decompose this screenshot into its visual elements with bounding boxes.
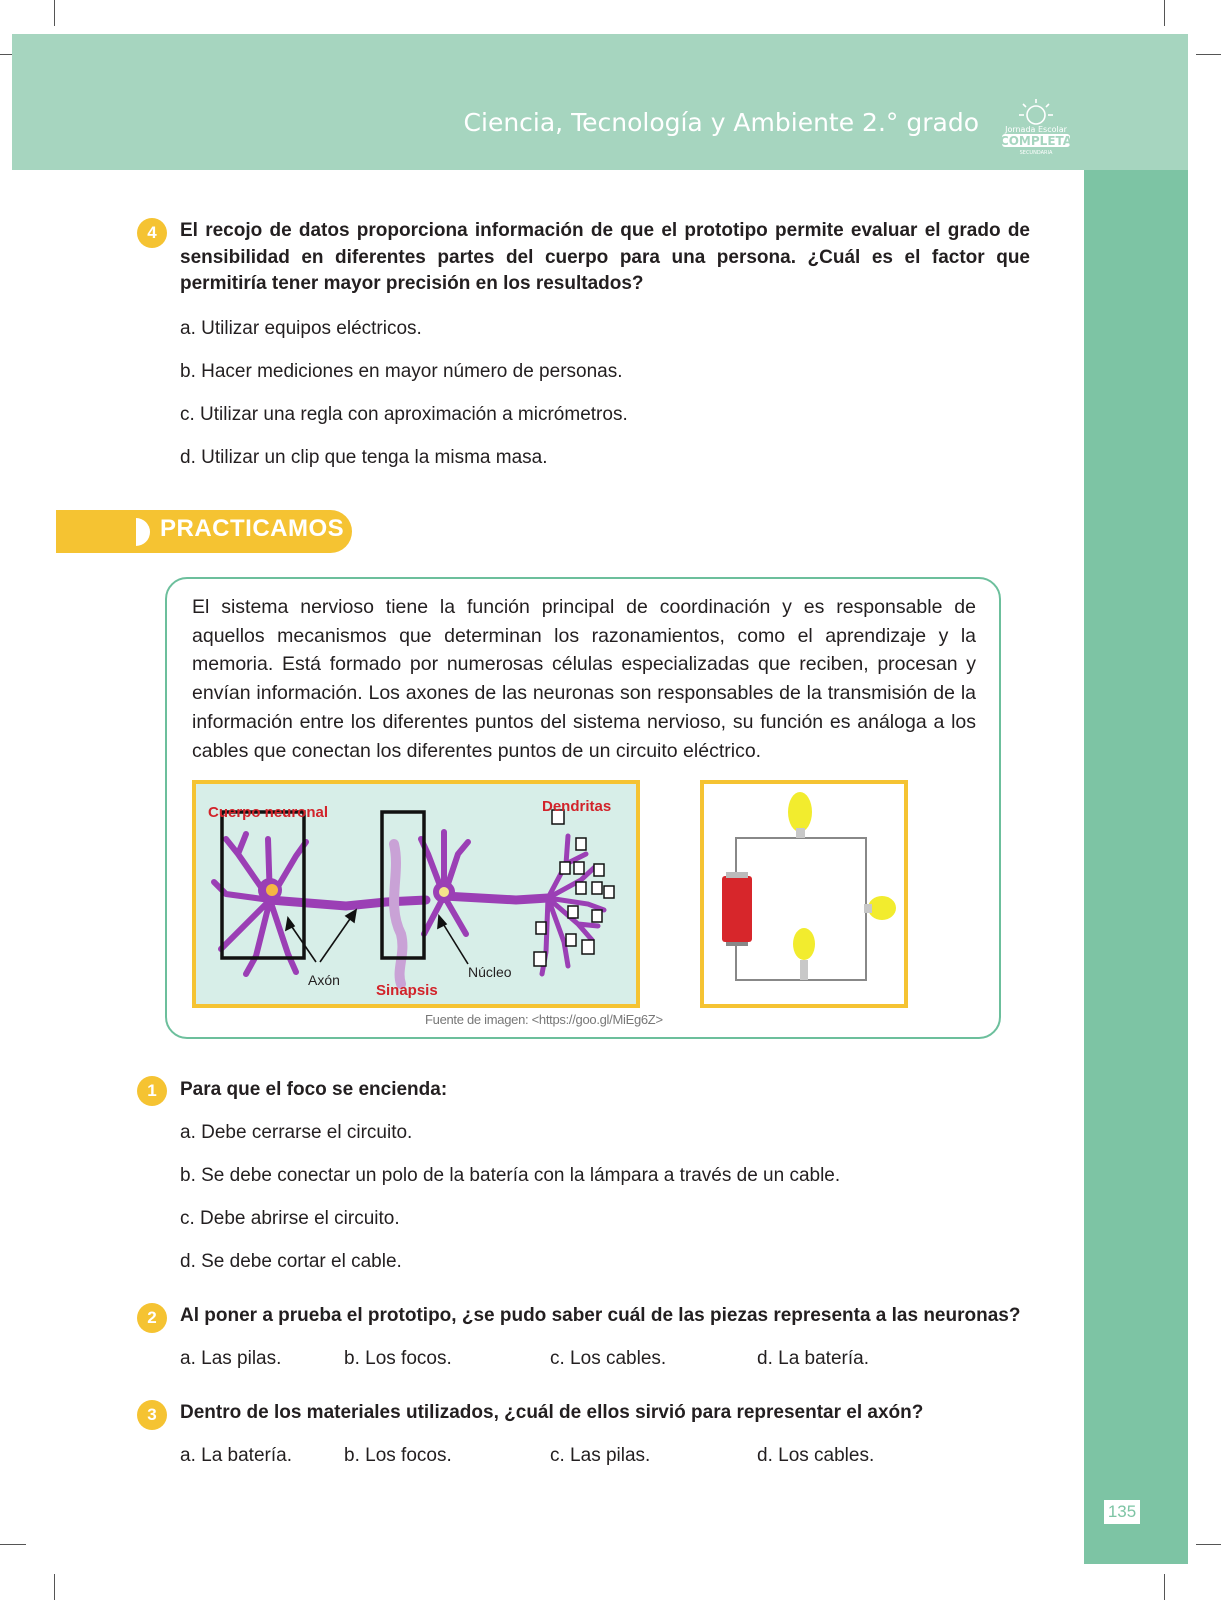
question-1-option-a: a. Debe cerrarse el circuito.	[180, 1122, 413, 1143]
question-3-text: Dentro de los materiales utilizados, ¿cuál de ellos sirvió para representar el axón?	[180, 1402, 924, 1423]
question-2-option-b: b. Los focos.	[344, 1348, 452, 1369]
label-axon: Axón	[308, 972, 340, 988]
question-3-option-b: b. Los focos.	[344, 1445, 452, 1466]
page-title: Ciencia, Tecnología y Ambiente 2.° grado	[463, 108, 979, 137]
question-number-badge: 3	[137, 1400, 167, 1430]
question-2-text: Al poner a prueba el prototipo, ¿se pudo saber cuál de las piezas representa a las neuronas?	[180, 1305, 1021, 1326]
crop-mark	[0, 1544, 26, 1545]
question-2-option-c: c. Los cables.	[550, 1348, 667, 1369]
label-cuerpo-neuronal: Cuerpo neuronal	[208, 804, 329, 821]
side-band	[1084, 170, 1188, 1564]
crop-mark	[54, 1574, 55, 1600]
question-number-badge: 4	[137, 218, 167, 248]
question-1-text: Para que el foco se encienda:	[180, 1079, 448, 1100]
neuron-figure	[192, 780, 640, 1008]
question-1-option-b: b. Se debe conectar un polo de la batería con la lámpara a través de un cable.	[180, 1165, 841, 1186]
image-source: Fuente de imagen: <https://goo.gl/MiEg6Z>	[425, 1012, 663, 1027]
question-4-text: El recojo de datos proporciona información de que el prototipo permite evaluar el grado de sensibilidad en diferentes partes del cuerpo para una persona. ¿Cuál es el factor que permitiría tener mayor precisión en los resultados?	[180, 220, 1030, 294]
banner-tab-shape	[136, 518, 150, 546]
label-nucleo: Núcleo	[468, 964, 512, 980]
svg-text:Jornada Escolar: Jornada Escolar	[1005, 125, 1067, 134]
crop-mark	[1196, 1544, 1221, 1545]
svg-text:COMPLETA: COMPLETA	[999, 134, 1073, 148]
info-paragraph: El sistema nervioso tiene la función principal de coordinación y es responsable de aquellos mecanismos que determinan los razonamientos, como el aprendizaje y la memoria. Está formado por numerosas células especializadas que reciben, procesan y envían información. Los axones de las neuronas son responsables de la transmisión de la información entre los diferentes puntos del sistema nervioso, su función es análoga a los cables que conectan los diferentes puntos de un circuito eléctrico.	[192, 596, 976, 762]
jornada-escolar-logo	[996, 95, 1076, 157]
question-2-option-d: d. La batería.	[757, 1348, 869, 1369]
question-4-option-d: d. Utilizar un clip que tenga la misma masa.	[180, 447, 548, 468]
question-1-option-c: c. Debe abrirse el circuito.	[180, 1208, 400, 1229]
question-number-badge: 1	[137, 1076, 167, 1106]
crop-mark	[1164, 1574, 1165, 1600]
question-4-option-b: b. Hacer mediciones en mayor número de personas.	[180, 361, 623, 382]
crop-mark	[54, 0, 55, 26]
label-dendritas: Dendritas	[542, 798, 612, 815]
svg-text:SECUNDARIA: SECUNDARIA	[1019, 150, 1053, 156]
page-number: 135	[1104, 1500, 1140, 1524]
circuit-figure	[700, 780, 908, 1008]
crop-mark	[1196, 54, 1221, 55]
circuit-illustration	[704, 784, 904, 1004]
question-2-option-a: a. Las pilas.	[180, 1348, 282, 1369]
question-4-option-a: a. Utilizar equipos eléctricos.	[180, 318, 422, 339]
question-3-option-c: c. Las pilas.	[550, 1445, 651, 1466]
section-title: PRACTICAMOS	[160, 515, 345, 542]
crop-mark	[1164, 0, 1165, 26]
question-4-option-c: c. Utilizar una regla con aproximación a micrómetros.	[180, 404, 628, 425]
question-3-option-a: a. La batería.	[180, 1445, 292, 1466]
label-sinapsis: Sinapsis	[376, 982, 438, 999]
question-number-badge: 2	[137, 1303, 167, 1333]
question-1-option-d: d. Se debe cortar el cable.	[180, 1251, 402, 1272]
section-banner	[56, 510, 352, 553]
question-3-option-d: d. Los cables.	[757, 1445, 875, 1466]
